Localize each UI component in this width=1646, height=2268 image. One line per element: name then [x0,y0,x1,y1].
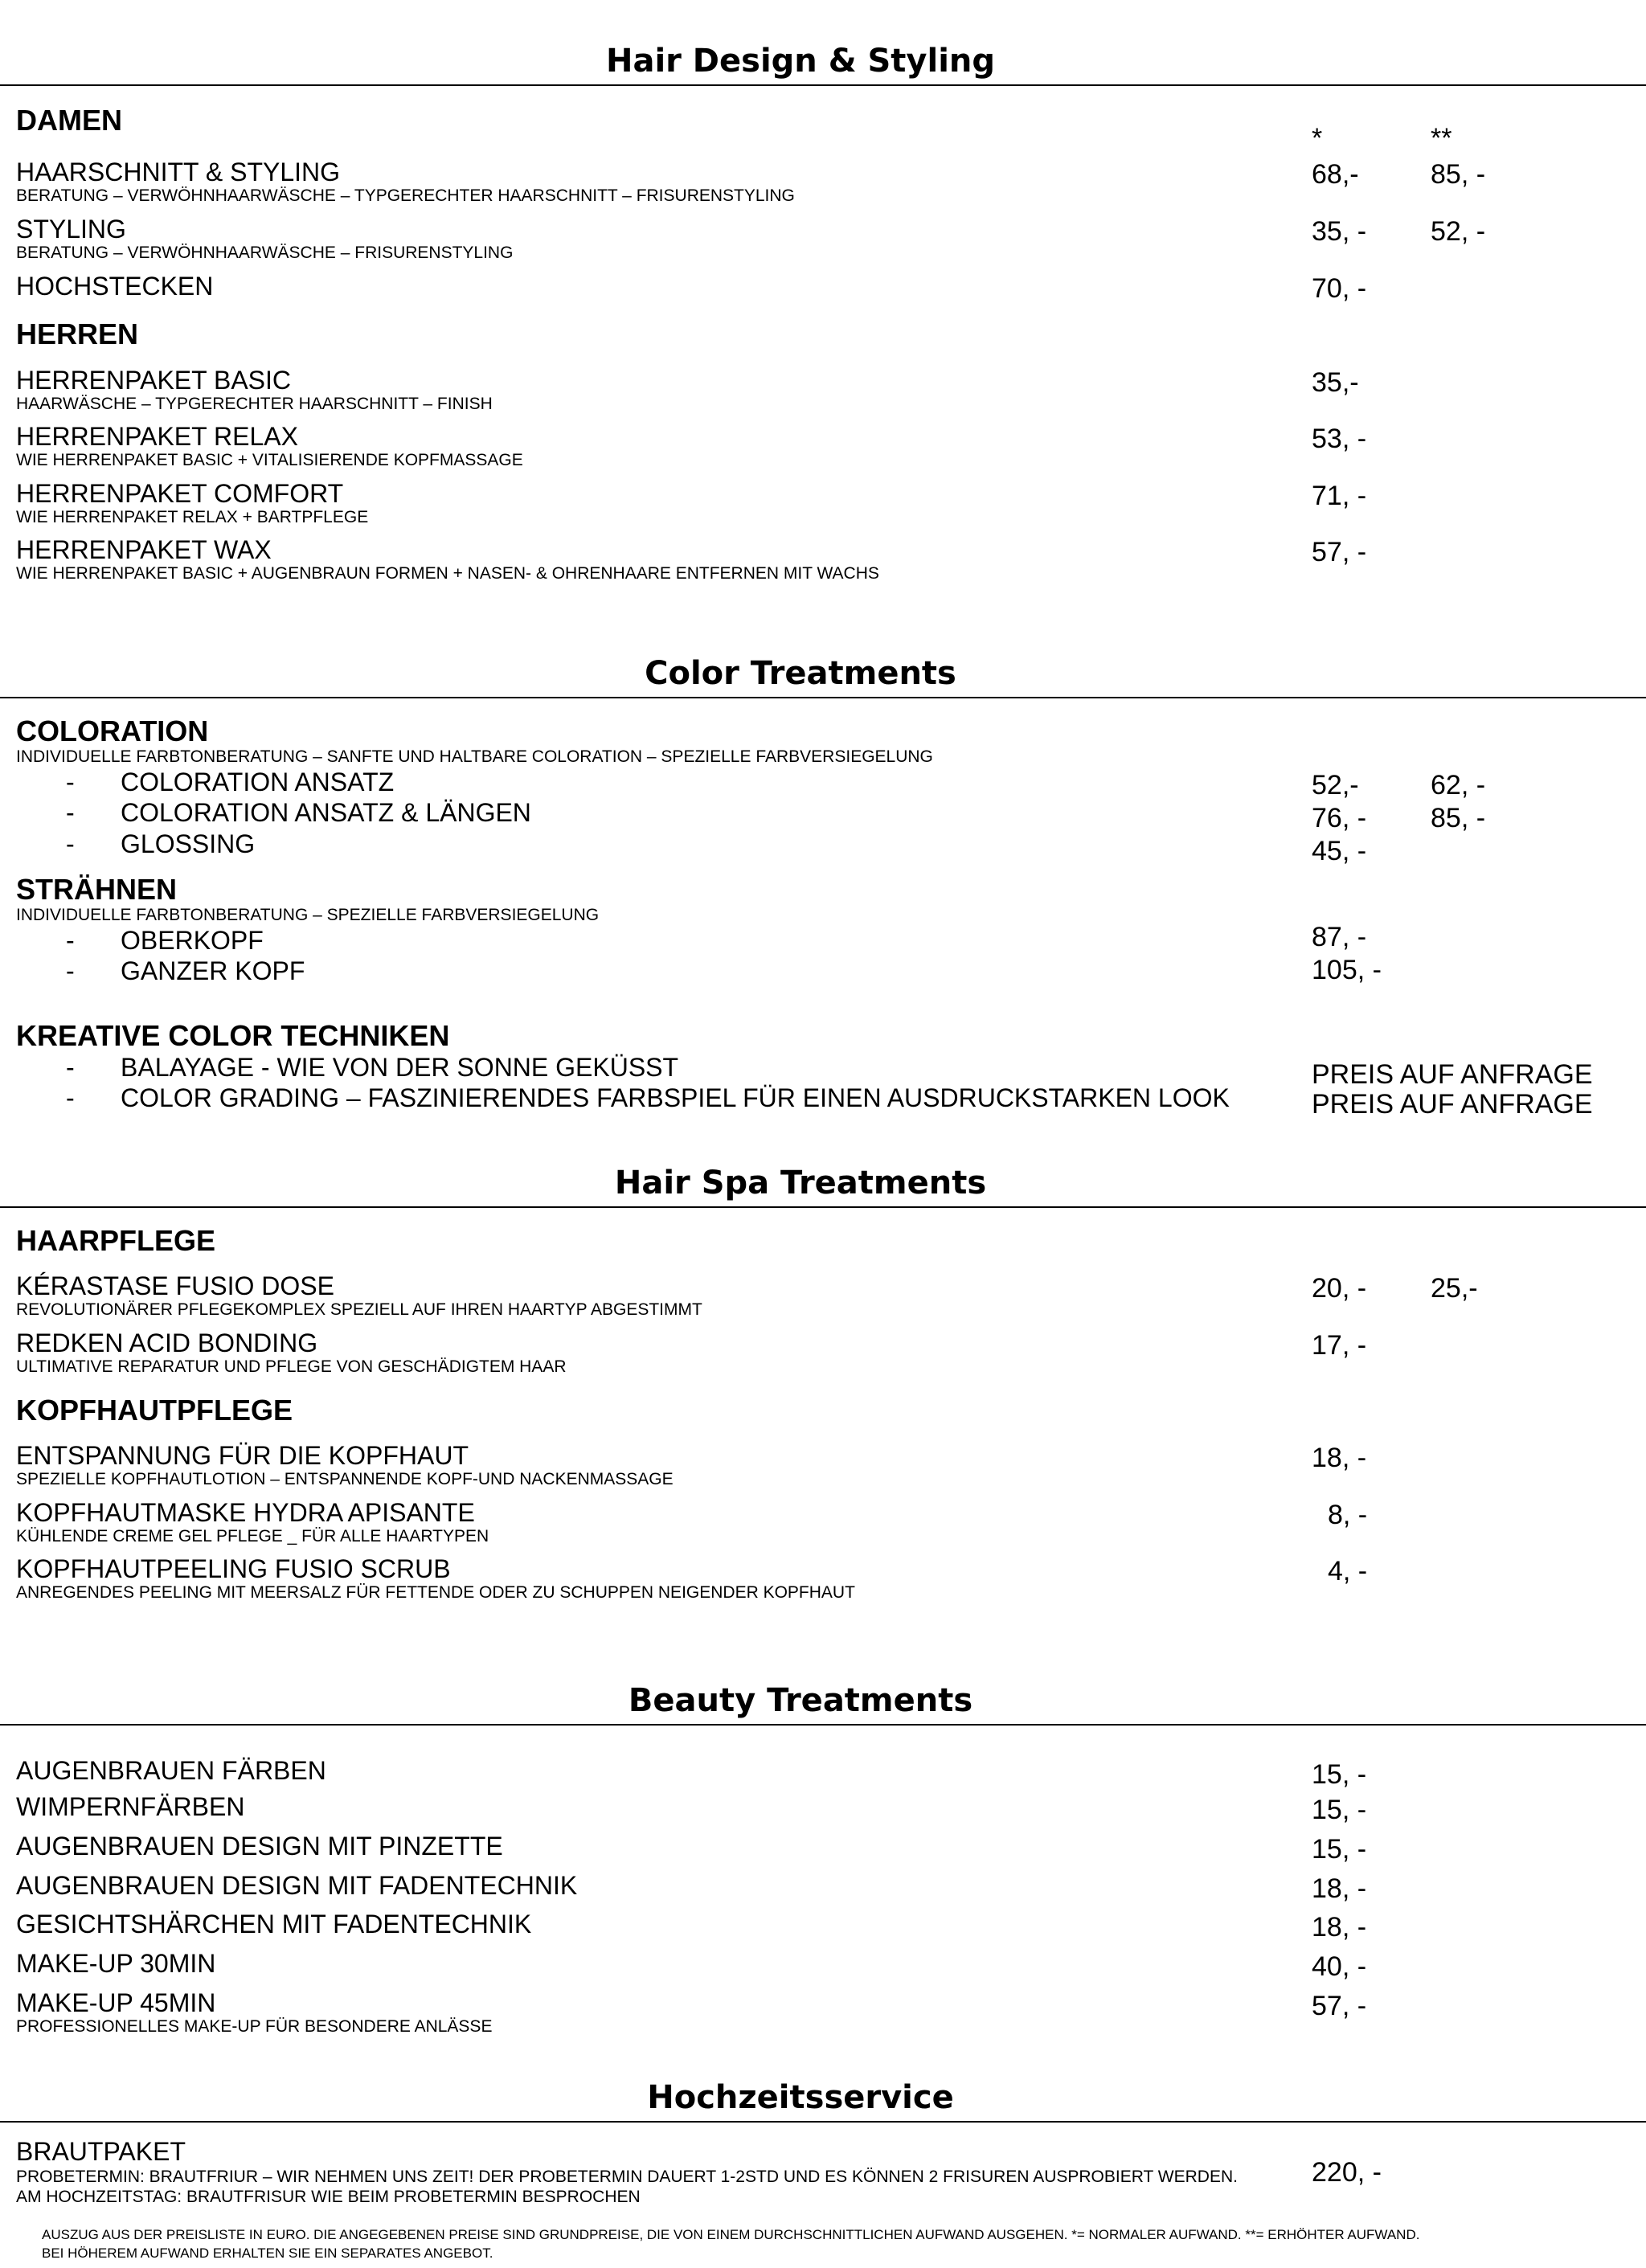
service-name: AUGENBRAUEN FÄRBEN [16,1756,326,1785]
section-divider [0,2121,1646,2123]
service-price-normal: 35, - [1312,216,1367,247]
service-price-on-request: PREIS AUF ANFRAGE [1312,1089,1593,1120]
service-price-normal: 70, - [1312,273,1367,304]
price-column-header-normal: * [1312,123,1323,154]
service-name: REDKEN ACID BONDING [16,1328,318,1357]
service-name: HERRENPAKET RELAX [16,422,298,451]
service-name: COLOR GRADING – FASZINIERENDES FARBSPIEL FÜR EINEN AUSDRUCKSTARKEN LOOK [121,1083,1230,1112]
service-name: ENTSPANNUNG FÜR DIE KOPFHAUT [16,1441,469,1470]
service-name: AUGENBRAUEN DESIGN MIT PINZETTE [16,1832,503,1861]
service-name: BALAYAGE - WIE VON DER SONNE GEKÜSST [121,1053,679,1082]
category-kopfhautpflege: KOPFHAUTPFLEGE [16,1394,293,1427]
service-description: WIE HERRENPAKET RELAX + BARTPFLEGE [16,508,369,526]
bullet-dash: - [66,926,75,955]
service-price-high: 85, - [1431,159,1486,190]
service-description: WIE HERRENPAKET BASIC + AUGENBRAUN FORMEN + NASEN- & OHRENHAARE ENTFERNEN MIT WACHS [16,564,879,583]
service-name: BRAUTPAKET [16,2137,186,2166]
service-description: KÜHLENDE CREME GEL PFLEGE _ FÜR ALLE HAARTYPEN [16,1527,489,1545]
service-price-normal: 18, - [1312,1873,1367,1904]
section-title-hochzeit: Hochzeitsservice [647,2079,954,2116]
category-description: INDIVIDUELLE FARBTONBERATUNG – SANFTE UND HALTBARE COLORATION – SPEZIELLE FARBVERSIEGELUNG [16,747,933,766]
service-name: HAARSCHNITT & STYLING [16,158,341,186]
service-name: AUGENBRAUEN DESIGN MIT FADENTECHNIK [16,1871,578,1900]
section-divider [0,1724,1646,1726]
service-price-normal: 105, - [1312,955,1382,985]
service-description: PROBETERMIN: BRAUTFRIUR – WIR NEHMEN UNS ZEIT! DER PROBETERMIN DAUERT 1-2STD UND ES KÖNNEN 2 FRISUREN AUSPROBIERT WERDEN. [16,2168,1238,2186]
service-price-normal: 4, - [1328,1556,1368,1586]
service-price-normal: 53, - [1312,424,1367,454]
service-price-normal: 220, - [1312,2157,1382,2188]
service-name: HERRENPAKET WAX [16,535,272,564]
service-price-normal: 68,- [1312,159,1359,190]
service-price-high: 25,- [1431,1273,1478,1304]
service-name: MAKE-UP 45MIN [16,1988,216,2017]
footer-note: BEI HÖHEREM AUFWAND ERHALTEN SIE EIN SEPARATES ANGEBOT. [42,2245,493,2261]
service-name: STYLING [16,215,126,244]
service-name: GANZER KOPF [121,956,305,985]
category-straehnen: STRÄHNEN [16,873,178,906]
service-description: BERATUNG – VERWÖHNHAARWÄSCHE – FRISURENSTYLING [16,244,514,262]
price-column-header-high: ** [1431,123,1452,154]
service-price-high: 85, - [1431,803,1486,833]
service-price-normal: 71, - [1312,481,1367,511]
bullet-dash: - [66,798,75,827]
section-divider [0,697,1646,698]
category-kreative-color: KREATIVE COLOR TECHNIKEN [16,1019,450,1052]
bullet-dash: - [66,1053,75,1082]
service-name: HOCHSTECKEN [16,272,214,301]
service-name: HERRENPAKET BASIC [16,366,292,395]
service-description: REVOLUTIONÄRER PFLEGEKOMPLEX SPEZIELL AUF IHREN HAARTYP ABGESTIMMT [16,1300,702,1319]
service-name: COLORATION ANSATZ & LÄNGEN [121,798,531,827]
service-name: KOPFHAUTMASKE HYDRA APISANTE [16,1498,475,1527]
service-name: GLOSSING [121,829,256,858]
category-coloration: COLORATION [16,714,209,747]
section-title-hair-spa: Hair Spa Treatments [614,1165,987,1202]
service-name: KOPFHAUTPEELING FUSIO SCRUB [16,1554,451,1583]
section-title-hair-design: Hair Design & Styling [605,43,996,80]
service-description: WIE HERRENPAKET BASIC + VITALISIERENDE KOPFMASSAGE [16,451,523,469]
service-price-high: 52, - [1431,216,1486,247]
service-description: BERATUNG – VERWÖHNHAARWÄSCHE – TYPGERECHTER HAARSCHNITT – FRISURENSTYLING [16,186,795,205]
service-name: WIMPERNFÄRBEN [16,1792,245,1821]
category-haarpflege: HAARPFLEGE [16,1224,216,1257]
service-price-normal: 57, - [1312,1991,1367,2021]
bullet-dash: - [66,829,75,858]
service-price-normal: 18, - [1312,1443,1367,1473]
section-title-beauty: Beauty Treatments [628,1682,973,1719]
service-price-normal: 87, - [1312,922,1367,952]
service-price-normal: 18, - [1312,1912,1367,1943]
service-price-on-request: PREIS AUF ANFRAGE [1312,1059,1593,1090]
service-price-normal: 15, - [1312,1795,1367,1825]
section-divider [0,84,1646,86]
service-name: GESICHTSHÄRCHEN MIT FADENTECHNIK [16,1910,532,1938]
service-name: KÉRASTASE FUSIO DOSE [16,1271,334,1300]
service-price-normal: 20, - [1312,1273,1367,1304]
service-price-normal: 15, - [1312,1834,1367,1865]
category-damen: DAMEN [16,104,122,137]
section-divider [0,1206,1646,1208]
bullet-dash: - [66,956,75,985]
service-name: COLORATION ANSATZ [121,768,395,796]
service-description: ULTIMATIVE REPARATUR UND PFLEGE VON GESCHÄDIGTEM HAAR [16,1357,567,1376]
category-description: INDIVIDUELLE FARBTONBERATUNG – SPEZIELLE FARBVERSIEGELUNG [16,906,600,924]
service-name: HERRENPAKET COMFORT [16,479,344,508]
service-description: PROFESSIONELLES MAKE-UP FÜR BESONDERE ANLÄSSE [16,2017,493,2036]
service-description: SPEZIELLE KOPFHAUTLOTION – ENTSPANNENDE KOPF-UND NACKENMASSAGE [16,1470,674,1488]
service-price-normal: 76, - [1312,803,1367,833]
service-price-normal: 15, - [1312,1759,1367,1790]
service-price-normal: 8, - [1328,1500,1368,1530]
service-description: HAARWÄSCHE – TYPGERECHTER HAARSCHNITT – FINISH [16,395,493,413]
service-name: MAKE-UP 30MIN [16,1949,216,1978]
service-name: OBERKOPF [121,926,264,955]
footer-note: AUSZUG AUS DER PREISLISTE IN EURO. DIE ANGEGEBENEN PREISE SIND GRUNDPREISE, DIE VON EINEM DURCHSCHNITTLICHEN AUFWAND AUSGEHEN. *= NORMALER AUFWAND. **= ERHÖHTER AUFWAND. [42,2227,1420,2242]
service-price-normal: 35,- [1312,367,1359,398]
category-herren: HERREN [16,317,139,350]
service-price-normal: 52,- [1312,770,1359,800]
service-price-normal: 57, - [1312,537,1367,567]
service-price-normal: 17, - [1312,1330,1367,1361]
service-description: ANREGENDES PEELING MIT MEERSALZ FÜR FETTENDE ODER ZU SCHUPPEN NEIGENDER KOPFHAUT [16,1583,855,1602]
service-price-normal: 45, - [1312,836,1367,866]
service-price-high: 62, - [1431,770,1486,800]
service-description: AM HOCHZEITSTAG: BRAUTFRISUR WIE BEIM PROBETERMIN BESPROCHEN [16,2188,641,2206]
service-price-normal: 40, - [1312,1951,1367,1982]
bullet-dash: - [66,1083,75,1112]
section-title-color: Color Treatments [645,655,956,692]
bullet-dash: - [66,768,75,796]
